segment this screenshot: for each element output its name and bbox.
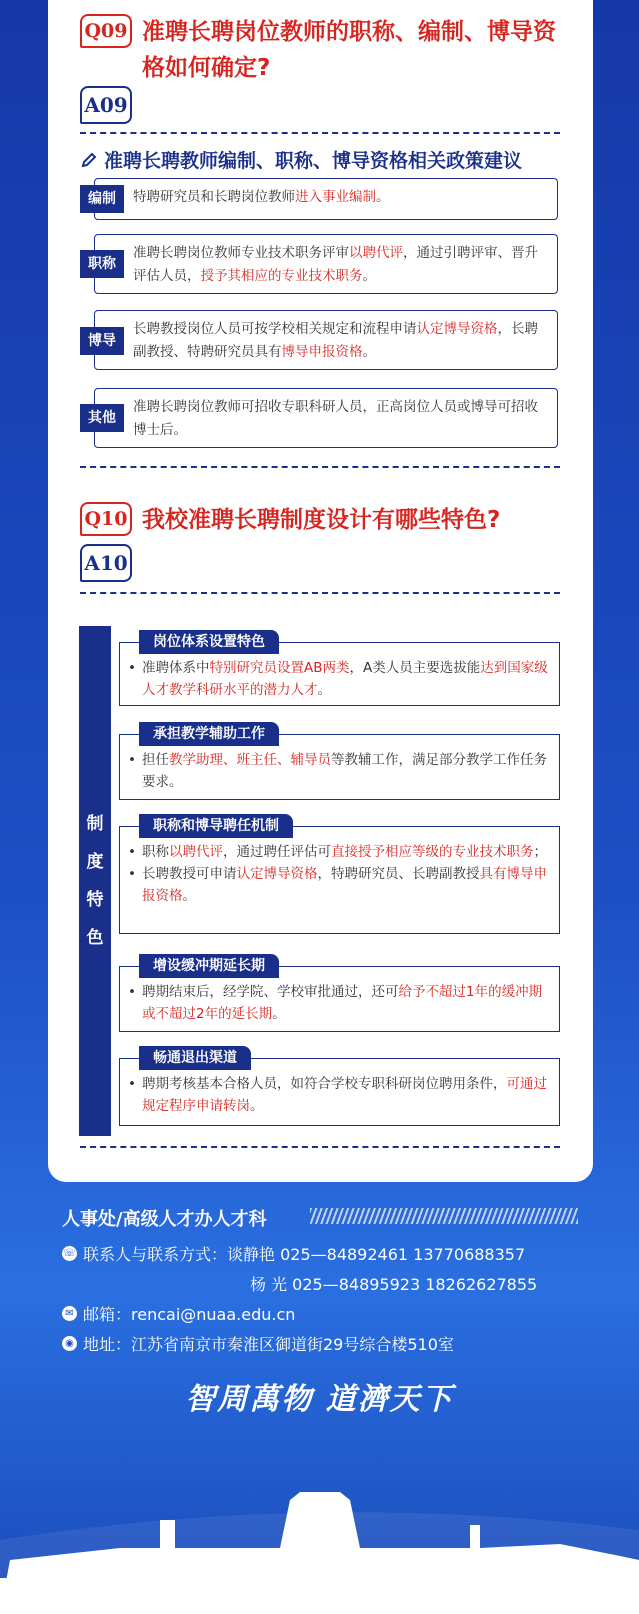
feature-item: • 聘期结束后，经学院、学校审批通过，还可给予不超过1年的缓冲期或不超过2年的延长期。 — [128, 984, 543, 1022]
sidebar-char: 色 — [86, 928, 104, 948]
policy-row-text: 准聘长聘岗位教师专业技术职务评审以聘代评，通过引聘评审、晋升评估人员，授予其相应的专业技术职务。 — [94, 234, 558, 294]
policy-row-bodao — [80, 310, 558, 370]
feature-tag: 增设缓冲期延长期 — [139, 954, 279, 978]
policy-row-tag: 其他 — [80, 404, 124, 432]
q09-subtitle-text: 准聘长聘教师编制、职称、博导资格相关政策建议 — [104, 150, 523, 172]
divider — [80, 132, 560, 134]
contact-label: 联系人与联系方式： — [83, 1245, 228, 1264]
location-icon: ◉ — [62, 1336, 77, 1351]
contact-2: 杨 光 025—84895923 18262627855 — [250, 1275, 538, 1294]
policy-row-tag: 职称 — [80, 250, 124, 278]
feature-sidebar — [79, 626, 111, 1136]
contact-line — [62, 1242, 525, 1265]
contact-line-2 — [250, 1272, 537, 1295]
a09-badge: A09 — [80, 86, 132, 124]
policy-row-text: 准聘长聘岗位教师可招收专职科研人员，正高岗位人员或博导可招收博士后。 — [94, 388, 558, 448]
feature-box — [119, 826, 560, 934]
feature-block — [119, 954, 560, 1032]
email-line — [62, 1302, 295, 1325]
policy-row-text: 长聘教授岗位人员可按学校相关规定和流程申请认定博导资格，长聘副教授、特聘研究员具有博导申报资格。 — [94, 310, 558, 370]
divider — [80, 1146, 560, 1148]
q10-badge: Q10 — [80, 502, 132, 536]
divider — [80, 592, 560, 594]
email-text[interactable]: 邮箱：rencai@nuaa.edu.cn — [83, 1305, 296, 1324]
feature-tag: 承担教学辅助工作 — [139, 722, 279, 746]
feature-tag: 职称和博导聘任机制 — [139, 814, 293, 838]
policy-row-bianzhi — [80, 178, 558, 220]
feature-tag: 岗位体系设置特色 — [139, 630, 279, 654]
feature-block — [119, 814, 560, 934]
q09-title: 准聘长聘岗位教师的职称、编制、博导资格如何确定? — [142, 19, 556, 81]
contact-1: 谈静艳 025—84892461 13770688357 — [227, 1245, 526, 1264]
feature-block — [119, 1046, 560, 1126]
divider — [80, 466, 560, 468]
address-line — [62, 1332, 454, 1355]
feature-block — [119, 722, 560, 800]
phone-icon: ☏ — [63, 1248, 76, 1259]
campus-skyline — [0, 1470, 639, 1614]
school-motto: 智周萬物 道濟天下 — [185, 1382, 454, 1417]
sidebar-char: 制 — [86, 814, 104, 834]
sidebar-char: 度 — [86, 852, 104, 872]
policy-row-qita — [80, 388, 558, 448]
feature-item: • 聘期考核基本合格人员，如符合学校专职科研岗位聘用条件，可通过规定程序申请转岗。 — [128, 1076, 547, 1114]
policy-row-text: 特聘研究员和长聘岗位教师进入事业编制。 — [94, 178, 558, 220]
feature-block — [119, 630, 560, 706]
q10-title: 我校准聘长聘制度设计有哪些特色? — [142, 507, 501, 533]
sidebar-char: 特 — [86, 890, 104, 910]
policy-row-tag: 编制 — [80, 185, 124, 213]
feature-item: • 准聘体系中特别研究员设置AB两类，A类人员主要选拔能达到国家级人才教学科研水平的潜力人才。 — [128, 660, 548, 698]
mail-icon: ✉ — [62, 1306, 77, 1321]
feature-item: • 职称以聘代评，通过聘任评估可直接授予相应等级的专业技术职务； — [128, 844, 547, 860]
q10-header — [80, 502, 572, 538]
policy-row-tag: 博导 — [80, 327, 124, 355]
decorative-stripes — [310, 1208, 578, 1224]
feature-item: • 担任教学助理、班主任、辅导员等教辅工作，满足部分教学工作任务要求。 — [128, 752, 547, 790]
q09-badge: Q09 — [80, 14, 132, 48]
q09-subtitle — [80, 146, 522, 173]
pen-icon — [80, 151, 98, 169]
feature-item: • 长聘教授可申请认定博导资格，特聘研究员、长聘副教授具有博导申报资格。 — [128, 866, 547, 904]
address-text: 地址：江苏省南京市秦淮区御道街29号综合楼510室 — [83, 1335, 454, 1354]
a10-badge: A10 — [80, 544, 132, 582]
policy-row-zhicheng — [80, 234, 558, 294]
footer-title: 人事处/高级人才办人才科 — [62, 1209, 267, 1230]
feature-tag: 畅通退出渠道 — [139, 1046, 251, 1070]
q09-header — [80, 14, 562, 86]
